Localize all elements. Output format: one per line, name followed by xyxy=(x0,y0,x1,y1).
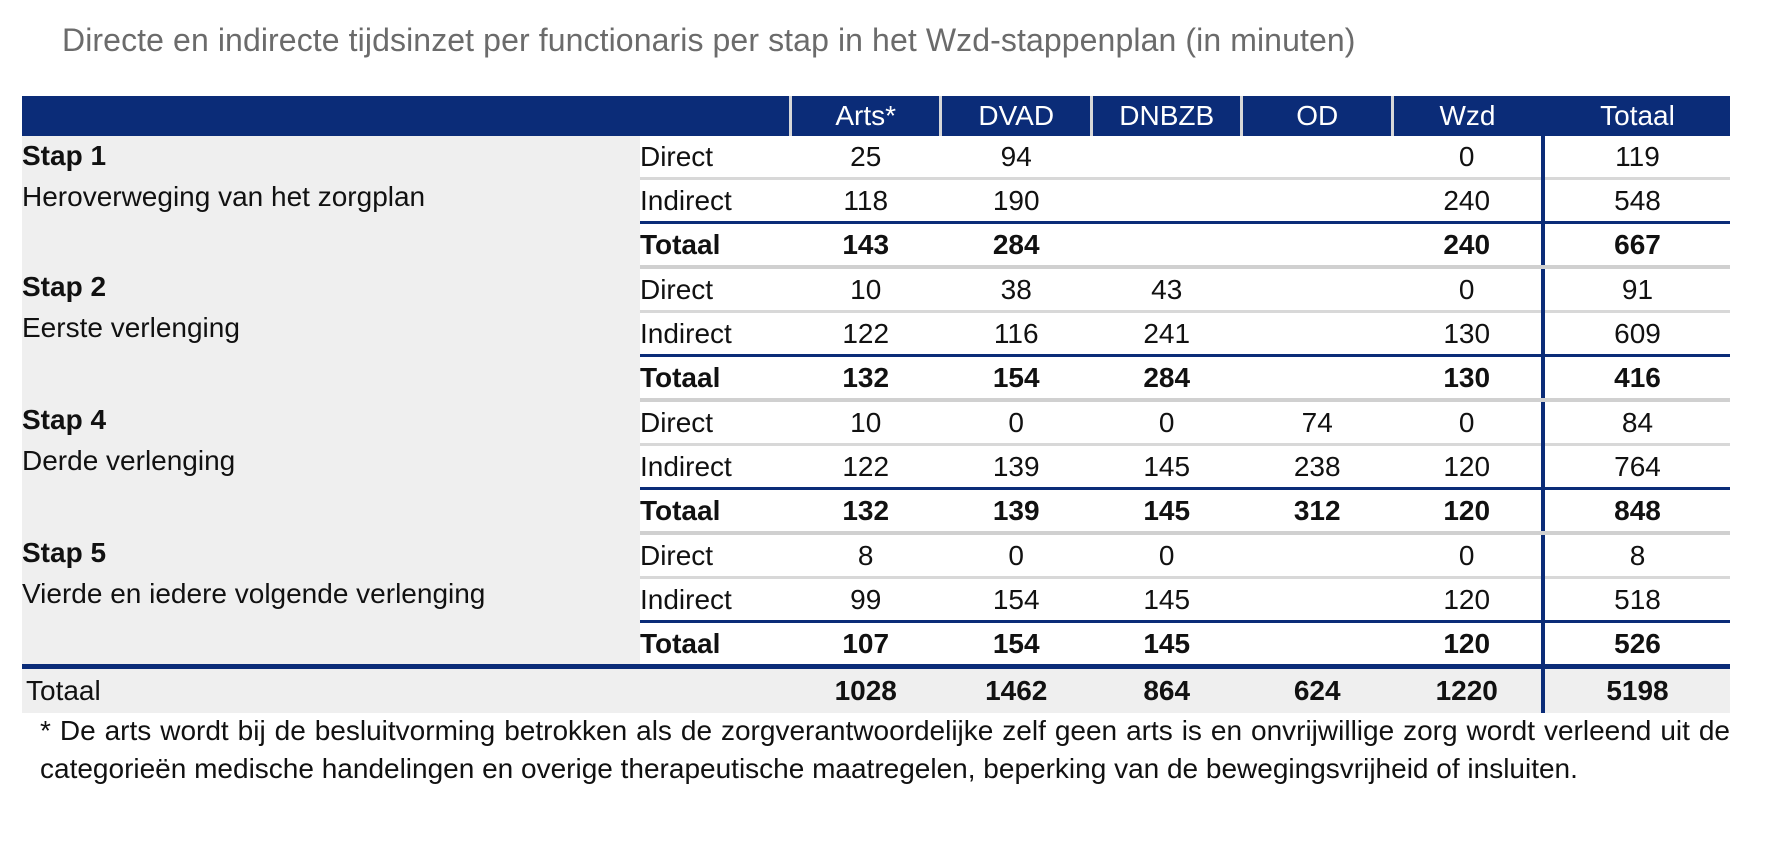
cell-od xyxy=(1242,267,1393,312)
cell-wzd: 0 xyxy=(1392,267,1543,312)
cell-dnbzb xyxy=(1091,136,1242,179)
cell-totaal: 416 xyxy=(1543,356,1730,401)
cell-dnbzb: 145 xyxy=(1091,622,1242,667)
cell-dvad: 38 xyxy=(941,267,1092,312)
cell-totaal: 764 xyxy=(1543,445,1730,489)
step-description: Derde verlenging xyxy=(22,445,236,476)
cell-od xyxy=(1242,356,1393,401)
cell-wzd: 130 xyxy=(1443,317,1491,349)
cell-totaal: 548 xyxy=(1543,179,1730,223)
cell-dnbzb: 43 xyxy=(1091,267,1242,312)
cell-totaal: 667 xyxy=(1543,223,1730,268)
table-title: Directe en indirecte tijdsinzet per functionaris per stap in het Wzd-stappenplan (in minuten) xyxy=(62,22,1356,58)
row-type: Indirect xyxy=(639,450,732,482)
cell-wzd: 130 xyxy=(1392,356,1543,401)
cell-od: 312 xyxy=(1242,489,1393,534)
grand-total-totaal: 5198 xyxy=(1543,667,1730,714)
cell-totaal: 518 xyxy=(1543,578,1730,622)
cell-dnbzb: 0 xyxy=(1091,400,1242,445)
step-description: Heroverweging van het zorgplan xyxy=(22,181,426,212)
cell-dvad: 94 xyxy=(941,136,1092,179)
table-row xyxy=(22,267,1730,312)
cell-wzd: 0 xyxy=(1392,533,1543,578)
cell-arts: 143 xyxy=(790,223,941,268)
cell-arts: 99 xyxy=(850,583,882,615)
cell-od xyxy=(1242,622,1393,667)
cell-dvad: 190 xyxy=(992,184,1040,216)
header-blank-step xyxy=(22,96,640,136)
step-title: Stap 4 xyxy=(22,404,107,435)
step-label-cell xyxy=(22,533,640,667)
row-type: Totaal xyxy=(640,223,791,268)
grand-total-dvad: 1462 xyxy=(941,667,1092,714)
cell-totaal: 848 xyxy=(1543,489,1730,534)
cell-od: 74 xyxy=(1242,400,1393,445)
grand-total-wzd: 1220 xyxy=(1392,667,1543,714)
row-type: Indirect xyxy=(639,583,732,615)
footnote: * De arts wordt bij de besluitvorming betrokken als de zorgverantwoordelijke zelf geen arts is en onvrijwillige zorg wordt verleend uit de categorieën medische handelingen en overige therapeutische maatregelen, beperking van de bewegingsvrijheid of insluiten. xyxy=(40,715,1730,784)
cell-dvad: 154 xyxy=(992,583,1040,615)
cell-od: 238 xyxy=(1293,450,1341,482)
row-type: Totaal xyxy=(640,622,791,667)
row-type: Direct xyxy=(640,533,791,578)
column-header-wzd: Wzd xyxy=(1392,96,1543,136)
row-type: Totaal xyxy=(640,356,791,401)
cell-dnbzb xyxy=(1091,223,1242,268)
cell-od xyxy=(1242,223,1393,268)
header-row xyxy=(22,96,1730,136)
cell-arts: 122 xyxy=(842,450,890,482)
cell-arts: 122 xyxy=(842,317,890,349)
cell-dnbzb: 0 xyxy=(1091,533,1242,578)
cell-dvad: 284 xyxy=(941,223,1092,268)
cell-od xyxy=(1242,533,1393,578)
cell-dvad: 139 xyxy=(941,489,1092,534)
cell-arts: 107 xyxy=(790,622,941,667)
cell-od xyxy=(1242,179,1393,223)
cell-arts: 8 xyxy=(790,533,941,578)
cell-dnbzb: 241 xyxy=(1143,317,1191,349)
cell-wzd: 120 xyxy=(1392,489,1543,534)
row-type: Direct xyxy=(640,136,791,179)
cell-totaal: 119 xyxy=(1543,136,1730,179)
cell-dnbzb: 284 xyxy=(1091,356,1242,401)
cell-wzd: 0 xyxy=(1392,400,1543,445)
cell-wzd: 120 xyxy=(1392,622,1543,667)
grand-total-od: 624 xyxy=(1242,667,1393,714)
table-row xyxy=(22,533,1730,578)
row-type: Indirect xyxy=(639,317,732,349)
step-label-cell xyxy=(22,136,640,267)
cell-wzd: 0 xyxy=(1392,136,1543,179)
grand-total-row xyxy=(22,667,1730,714)
cell-dvad: 116 xyxy=(993,317,1039,349)
cell-wzd: 120 xyxy=(1443,450,1491,482)
cell-wzd: 120 xyxy=(1443,583,1491,615)
row-type: Indirect xyxy=(639,184,732,216)
column-header-dvad: DVAD xyxy=(941,96,1092,136)
row-type: Direct xyxy=(640,400,791,445)
cell-arts: 132 xyxy=(790,356,941,401)
grand-total-arts: 1028 xyxy=(790,667,941,714)
cell-arts: 118 xyxy=(843,184,889,216)
step-label-cell xyxy=(22,267,640,400)
column-header-od: OD xyxy=(1242,96,1393,136)
cell-dvad: 139 xyxy=(992,450,1040,482)
cell-arts: 25 xyxy=(790,136,941,179)
cell-od xyxy=(1242,578,1393,622)
step-title: Stap 2 xyxy=(22,271,107,302)
column-header-arts: Arts* xyxy=(790,96,941,136)
column-header-totaal: Totaal xyxy=(1543,96,1730,136)
time-table xyxy=(22,96,1730,713)
step-title: Stap 1 xyxy=(22,140,107,171)
cell-arts: 10 xyxy=(790,400,941,445)
cell-dnbzb: 145 xyxy=(1091,489,1242,534)
cell-totaal: 91 xyxy=(1543,267,1730,312)
cell-wzd: 240 xyxy=(1443,184,1491,216)
cell-dnbzb xyxy=(1091,179,1242,223)
column-header-dnbzb: DNBZB xyxy=(1091,96,1242,136)
cell-arts: 10 xyxy=(790,267,941,312)
cell-totaal: 526 xyxy=(1543,622,1730,667)
cell-arts: 132 xyxy=(790,489,941,534)
step-description: Eerste verlenging xyxy=(22,312,240,343)
row-type: Direct xyxy=(640,267,791,312)
cell-totaal: 609 xyxy=(1543,312,1730,356)
step-description: Vierde en iedere volgende verlenging xyxy=(22,578,486,609)
cell-dvad: 0 xyxy=(941,533,1092,578)
table-row xyxy=(22,136,1730,179)
cell-dvad: 154 xyxy=(941,356,1092,401)
cell-od xyxy=(1242,136,1393,179)
cell-wzd: 240 xyxy=(1392,223,1543,268)
grand-total-label: Totaal xyxy=(22,667,790,714)
cell-totaal: 8 xyxy=(1543,533,1730,578)
cell-totaal: 84 xyxy=(1543,400,1730,445)
cell-dnbzb: 145 xyxy=(1143,583,1191,615)
cell-dvad: 0 xyxy=(941,400,1092,445)
cell-dvad: 154 xyxy=(941,622,1092,667)
cell-dnbzb: 145 xyxy=(1143,450,1191,482)
table-row xyxy=(22,400,1730,445)
grand-total-dnbzb: 864 xyxy=(1091,667,1242,714)
header-blank-type xyxy=(640,96,791,136)
step-label-cell xyxy=(22,400,640,533)
step-title: Stap 5 xyxy=(22,537,107,568)
row-type: Totaal xyxy=(640,489,791,534)
cell-od xyxy=(1242,312,1393,356)
